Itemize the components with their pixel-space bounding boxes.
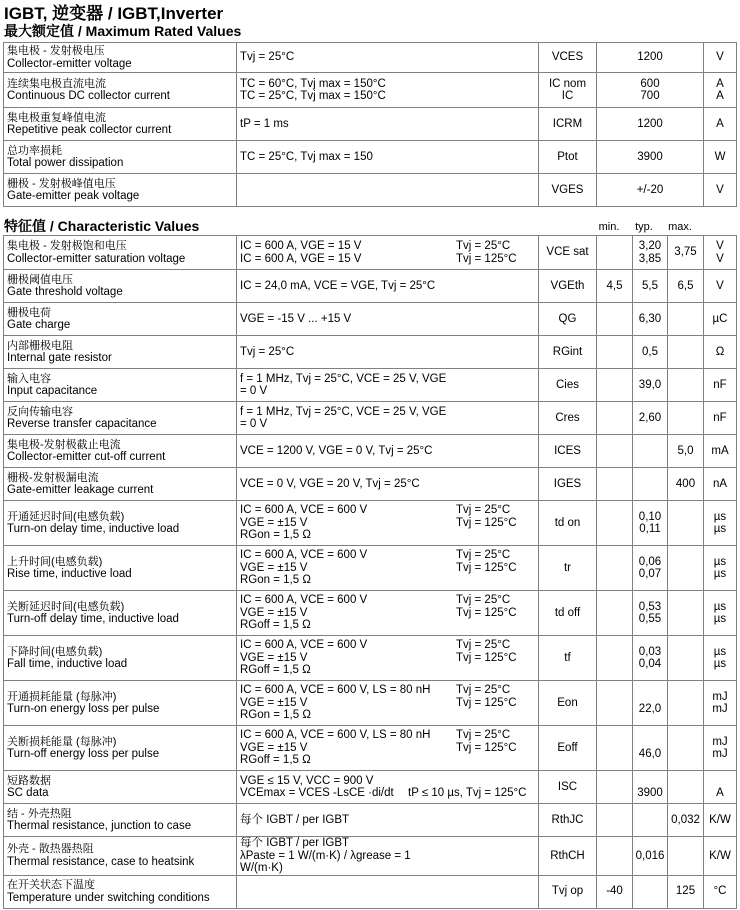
condition-text: IC = 600 A, VCE = 600 V, LS = 80 nH VGE = ±15 V RGon = 1,5 Ω [240, 684, 431, 722]
condition-cell [237, 875, 539, 908]
temperature-text [456, 406, 538, 431]
condition-text: IC = 24,0 mA, VCE = VGE, Tvj = 25°C [240, 279, 436, 292]
param-name-en: Gate-emitter leakage current [7, 484, 154, 496]
condition-cell: Tvj = 25°C [237, 43, 539, 73]
typ-value-cell: 0,53 0,55 [633, 591, 668, 636]
temperature-text: tP ≤ 10 µs, Tvj = 125°C [408, 787, 527, 799]
condition-block [240, 373, 538, 398]
typ-value-cell: 0,03 0,04 [633, 636, 668, 681]
condition-cell: tP = 1 ms [237, 108, 539, 141]
condition-text: Tvj = 25°C [240, 345, 295, 358]
max-value-cell [668, 681, 704, 726]
param-name-en: Turn-on delay time, inductive load [7, 523, 180, 535]
condition-cell [237, 369, 539, 402]
temperature-text [456, 445, 538, 458]
param-name-zh: 开通延迟时间(电感负载) [7, 510, 125, 523]
temperature-text [456, 313, 538, 326]
param-name-en: Internal gate resistor [7, 352, 112, 364]
unit-cell: µs µs [704, 501, 737, 546]
min-value-cell [597, 681, 633, 726]
condition-cell [237, 174, 539, 207]
min-value-cell [597, 726, 633, 771]
min-value-cell [597, 402, 633, 435]
table-row [4, 875, 737, 908]
symbol-cell: tf [539, 636, 597, 681]
symbol-cell: VCES [539, 43, 597, 73]
max-value-cell [668, 303, 704, 336]
max-value-cell [668, 636, 704, 681]
param-cell [4, 771, 237, 804]
unit-cell: µs µs [704, 591, 737, 636]
value-cell: 1200 [597, 43, 704, 73]
symbol-cell: ICRM [539, 108, 597, 141]
param-name-zh: 栅极-发射极漏电流 [7, 471, 99, 484]
param-cell [4, 336, 237, 369]
typ-value-cell: 22,0 [633, 681, 668, 726]
typ-value-cell: 5,5 [633, 270, 668, 303]
value-cell: 3900 [597, 141, 704, 174]
unit-cell: nF [704, 369, 737, 402]
max-value-cell [668, 771, 704, 804]
temperature-text: Tvj = 25°C Tvj = 125°C [456, 684, 517, 709]
condition-cell [237, 435, 539, 468]
condition-block [240, 775, 538, 800]
param-name-en: Input capacitance [7, 385, 98, 397]
param-name-en: SC data [7, 787, 49, 799]
param-name-en: Continuous DC collector current [7, 90, 170, 102]
value-cell: 600 700 [597, 73, 704, 108]
param-cell [4, 435, 237, 468]
condition-text: IC = 600 A, VCE = 600 V VGE = ±15 V RGon = 1,5 Ω [240, 549, 368, 587]
condition-block [240, 549, 538, 587]
min-value-cell [597, 468, 633, 501]
temperature-text: Tvj = 25°C Tvj = 125°C [456, 504, 517, 529]
param-name-en: Fall time, inductive load [7, 658, 128, 670]
table-row [4, 681, 737, 726]
param-name-en: Temperature under switching conditions [7, 891, 210, 904]
temperature-text [456, 346, 538, 359]
param-cell [4, 270, 237, 303]
param-name-en: Thermal resistance, case to heatsink [7, 855, 195, 868]
param-cell [4, 43, 237, 73]
param-name-zh: 上升时间(电感负载) [7, 555, 103, 568]
param-name-en: Collector-emitter saturation voltage [7, 252, 186, 265]
param-name-en: Repetitive peak collector current [7, 124, 172, 136]
symbol-cell: IC nom IC [539, 73, 597, 108]
symbol-cell: IGES [539, 468, 597, 501]
param-cell [4, 303, 237, 336]
param-name-zh: 关断延迟时间(电感负载) [7, 600, 125, 613]
condition-block [240, 280, 538, 293]
max-value-cell: 400 [668, 468, 704, 501]
param-name-en: Gate threshold voltage [7, 286, 123, 298]
param-cell [4, 681, 237, 726]
param-name-zh: 反向传输电容 [7, 405, 73, 418]
param-cell [4, 402, 237, 435]
table-row [4, 636, 737, 681]
temperature-text: Tvj = 25°C Tvj = 125°C [456, 639, 517, 664]
max-value-cell [668, 726, 704, 771]
condition-text: IC = 600 A, VCE = 600 V VGE = ±15 V RGoff = 1,5 Ω [240, 639, 368, 677]
symbol-cell: tr [539, 546, 597, 591]
unit-cell: µs µs [704, 636, 737, 681]
min-value-cell [597, 501, 633, 546]
condition-block [240, 406, 538, 431]
unit-cell: mA [704, 435, 737, 468]
temperature-text [456, 814, 538, 827]
param-cell [4, 546, 237, 591]
table-row [4, 73, 737, 108]
unit-cell: °C [704, 875, 737, 908]
param-name-zh: 总功率损耗 [7, 144, 62, 157]
param-name-en: Total power dissipation [7, 157, 124, 169]
min-value-cell: 4,5 [597, 270, 633, 303]
min-value-cell [597, 837, 633, 876]
param-name-zh: 外壳 - 散热器热阻 [7, 843, 94, 856]
condition-text: f = 1 MHz, Tvj = 25°C, VCE = 25 V, VGE = 0 V [240, 405, 447, 430]
symbol-cell: Cres [539, 402, 597, 435]
param-name-en: Rise time, inductive load [7, 568, 132, 580]
col-max-header: max. [668, 221, 692, 233]
condition-cell [237, 546, 539, 591]
typ-value-cell: 3,20 3,85 [633, 236, 668, 270]
table-row [4, 468, 737, 501]
condition-block [240, 445, 538, 458]
unit-cell: µs µs [704, 546, 737, 591]
unit-cell: µC [704, 303, 737, 336]
symbol-cell: RGint [539, 336, 597, 369]
unit-cell: K/W [704, 804, 737, 837]
typ-value-cell [633, 804, 668, 837]
symbol-cell: Eoff [539, 726, 597, 771]
param-cell [4, 501, 237, 546]
max-value-cell: 6,5 [668, 270, 704, 303]
max-value-cell [668, 546, 704, 591]
param-cell [4, 174, 237, 207]
condition-cell [237, 771, 539, 804]
condition-cell [237, 303, 539, 336]
table-row [4, 501, 737, 546]
min-value-cell [597, 435, 633, 468]
condition-cell [237, 236, 539, 270]
param-cell [4, 875, 237, 908]
symbol-cell: td off [539, 591, 597, 636]
symbol-cell: Eon [539, 681, 597, 726]
condition-cell [237, 726, 539, 771]
param-name-en: Gate charge [7, 319, 71, 331]
condition-text: VCE = 0 V, VGE = 20 V, Tvj = 25°C [240, 477, 420, 490]
unit-cell: mJ mJ [704, 726, 737, 771]
symbol-cell: Ptot [539, 141, 597, 174]
param-name-zh: 连续集电极直流电流 [7, 77, 106, 90]
condition-block [240, 346, 538, 359]
table-row [4, 336, 737, 369]
table-row [4, 369, 737, 402]
param-cell [4, 837, 237, 876]
condition-cell: TC = 60°C, Tvj max = 150°C TC = 25°C, Tvj max = 150°C [237, 73, 539, 108]
param-cell [4, 804, 237, 837]
max-value-cell [668, 591, 704, 636]
condition-cell [237, 837, 539, 876]
table-row [4, 804, 737, 837]
max-value-cell [668, 501, 704, 546]
typ-value-cell: 0,5 [633, 336, 668, 369]
condition-block [240, 478, 538, 491]
param-cell [4, 636, 237, 681]
max-value-cell: 3,75 [668, 236, 704, 270]
temperature-text [456, 478, 538, 491]
param-name-en: Collector-emitter cut-off current [7, 451, 166, 463]
param-name-en: Gate-emitter peak voltage [7, 190, 140, 202]
param-name-zh: 开通损耗能量 (每脉冲) [7, 690, 117, 703]
typ-value-cell [633, 435, 668, 468]
unit-cell: V [704, 270, 737, 303]
param-cell [4, 591, 237, 636]
table-row [4, 174, 737, 207]
typ-value-cell: 2,60 [633, 402, 668, 435]
symbol-cell: VCE sat [539, 236, 597, 270]
param-cell [4, 236, 237, 270]
table-row [4, 435, 737, 468]
param-cell [4, 73, 237, 108]
table-row [4, 43, 737, 73]
temperature-text: Tvj = 25°C Tvj = 125°C [456, 729, 517, 754]
unit-cell: A [704, 771, 737, 804]
table-row [4, 402, 737, 435]
param-name-zh: 集电极 - 发射极饱和电压 [7, 240, 127, 252]
symbol-cell: ISC [539, 771, 597, 804]
table-row [4, 108, 737, 141]
param-name-zh: 集电极 - 发射极电压 [7, 45, 105, 57]
col-min-header: min. [598, 221, 620, 233]
condition-cell: TC = 25°C, Tvj max = 150 [237, 141, 539, 174]
table-row [4, 546, 737, 591]
symbol-cell: QG [539, 303, 597, 336]
unit-cell: V [704, 43, 737, 73]
min-value-cell [597, 771, 633, 804]
symbol-cell: RthJC [539, 804, 597, 837]
param-cell [4, 468, 237, 501]
min-value-cell [597, 303, 633, 336]
symbol-cell: Cies [539, 369, 597, 402]
table-row [4, 303, 737, 336]
condition-text: IC = 600 A, VCE = 600 V VGE = ±15 V RGon = 1,5 Ω [240, 504, 368, 542]
param-name-zh: 内部栅极电阻 [7, 339, 73, 352]
max-value-cell [668, 336, 704, 369]
param-name-zh: 集电极重复峰值电流 [7, 111, 106, 124]
param-name-en: Turn-on energy loss per pulse [7, 703, 160, 715]
condition-text: 每个 IGBT / per IGBT [240, 813, 350, 826]
param-cell [4, 108, 237, 141]
param-name-en: Turn-off delay time, inductive load [7, 613, 179, 625]
condition-text: VGE = -15 V ... +15 V [240, 312, 352, 325]
symbol-cell: RthCH [539, 837, 597, 876]
typ-value-cell: 0,06 0,07 [633, 546, 668, 591]
min-value-cell [597, 636, 633, 681]
param-cell [4, 726, 237, 771]
condition-text: 每个 IGBT / per IGBT λPaste = 1 W/(m·K) / λgrease = 1 W/(m·K) [240, 837, 411, 874]
max-value-cell: 125 [668, 875, 704, 908]
condition-cell [237, 402, 539, 435]
condition-block [240, 504, 538, 542]
unit-cell: A A [704, 73, 737, 108]
typ-value-cell: 39,0 [633, 369, 668, 402]
condition-text: VGE ≤ 15 V, VCC = 900 V VCEmax = VCES -LsCE ·di/dt [240, 774, 394, 799]
condition-text: IC = 600 A, VGE = 15 V IC = 600 A, VGE = 15 V [240, 240, 362, 265]
symbol-cell: Tvj op [539, 875, 597, 908]
page-title: IGBT, 逆变器 / IGBT,Inverter [4, 4, 224, 23]
unit-cell: A [704, 108, 737, 141]
max-value-cell [668, 402, 704, 435]
symbol-cell: VGEth [539, 270, 597, 303]
table-row [4, 270, 737, 303]
typ-value-cell [633, 875, 668, 908]
table-row [4, 591, 737, 636]
condition-cell [237, 636, 539, 681]
param-name-zh: 短路数据 [7, 774, 51, 787]
param-cell [4, 141, 237, 174]
condition-block [240, 240, 538, 265]
temperature-text: Tvj = 25°C Tvj = 125°C [456, 240, 517, 265]
unit-cell: V [704, 174, 737, 207]
typ-value-cell: 0,10 0,11 [633, 501, 668, 546]
table-row [4, 837, 737, 876]
param-name-zh: 结 - 外壳热阻 [7, 807, 72, 820]
condition-block [240, 639, 538, 677]
condition-block [240, 729, 538, 767]
symbol-cell: ICES [539, 435, 597, 468]
max-value-cell: 5,0 [668, 435, 704, 468]
table-row [4, 726, 737, 771]
max-section-title: 最大额定值 / Maximum Rated Values [4, 23, 242, 39]
param-name-zh: 关断损耗能量 (每脉冲) [7, 735, 117, 748]
max-value-cell [668, 837, 704, 876]
column-headers [0, 218, 740, 234]
characteristic-table [3, 235, 737, 909]
condition-text: IC = 600 A, VCE = 600 V VGE = ±15 V RGoff = 1,5 Ω [240, 594, 368, 632]
unit-cell: Ω [704, 336, 737, 369]
min-value-cell: -40 [597, 875, 633, 908]
char-section-title: 特征值 / Characteristic Values [4, 218, 200, 234]
min-value-cell [597, 591, 633, 636]
typ-value-cell: 46,0 [633, 726, 668, 771]
symbol-cell: VGES [539, 174, 597, 207]
min-value-cell [597, 336, 633, 369]
min-value-cell [597, 236, 633, 270]
param-name-zh: 栅极阈值电压 [7, 273, 73, 286]
typ-value-cell: 6,30 [633, 303, 668, 336]
temperature-text [456, 373, 538, 398]
param-name-en: Reverse transfer capacitance [7, 418, 157, 430]
value-cell: 1200 [597, 108, 704, 141]
condition-cell [237, 591, 539, 636]
temperature-text: Tvj = 25°C Tvj = 125°C [456, 549, 517, 574]
param-name-zh: 输入电容 [7, 372, 51, 385]
param-name-en: Turn-off energy loss per pulse [7, 748, 160, 760]
param-name-zh: 集电极-发射极截止电流 [7, 438, 121, 451]
condition-block [240, 837, 538, 875]
max-rated-table [3, 42, 737, 207]
table-row [4, 771, 737, 804]
condition-cell [237, 681, 539, 726]
unit-cell: V V [704, 236, 737, 270]
value-cell: +/-20 [597, 174, 704, 207]
max-value-cell [668, 369, 704, 402]
condition-cell [237, 270, 539, 303]
condition-cell [237, 336, 539, 369]
unit-cell: mJ mJ [704, 681, 737, 726]
unit-cell: K/W [704, 837, 737, 876]
min-value-cell [597, 804, 633, 837]
unit-cell: W [704, 141, 737, 174]
condition-cell [237, 468, 539, 501]
param-name-en: Collector-emitter voltage [7, 57, 132, 70]
table-row [4, 141, 737, 174]
condition-text: IC = 600 A, VCE = 600 V, LS = 80 nH VGE = ±15 V RGoff = 1,5 Ω [240, 729, 431, 767]
param-name-zh: 栅极电荷 [7, 306, 51, 319]
typ-value-cell: 3900 [633, 771, 668, 804]
condition-cell [237, 804, 539, 837]
param-name-en: Thermal resistance, junction to case [7, 820, 192, 832]
condition-block [240, 814, 538, 827]
temperature-text [456, 280, 538, 293]
typ-value-cell [633, 468, 668, 501]
param-name-zh: 栅极 - 发射极峰值电压 [7, 177, 116, 190]
table-row [4, 236, 737, 270]
condition-text: VCE = 1200 V, VGE = 0 V, Tvj = 25°C [240, 444, 433, 457]
condition-block [240, 594, 538, 632]
temperature-text [456, 837, 538, 875]
temperature-text: Tvj = 25°C Tvj = 125°C [456, 594, 517, 619]
condition-block [240, 684, 538, 722]
symbol-cell: td on [539, 501, 597, 546]
condition-cell [237, 501, 539, 546]
param-cell [4, 369, 237, 402]
condition-text: f = 1 MHz, Tvj = 25°C, VCE = 25 V, VGE = 0 V [240, 372, 447, 397]
unit-cell: nA [704, 468, 737, 501]
typ-value-cell: 0,016 [633, 837, 668, 876]
param-name-zh: 下降时间(电感负载) [7, 645, 103, 658]
min-value-cell [597, 546, 633, 591]
min-value-cell [597, 369, 633, 402]
max-value-cell: 0,032 [668, 804, 704, 837]
condition-block [240, 313, 538, 326]
col-typ-header: typ. [635, 221, 653, 233]
param-name-zh: 在开关状态下温度 [7, 879, 95, 891]
unit-cell: nF [704, 402, 737, 435]
